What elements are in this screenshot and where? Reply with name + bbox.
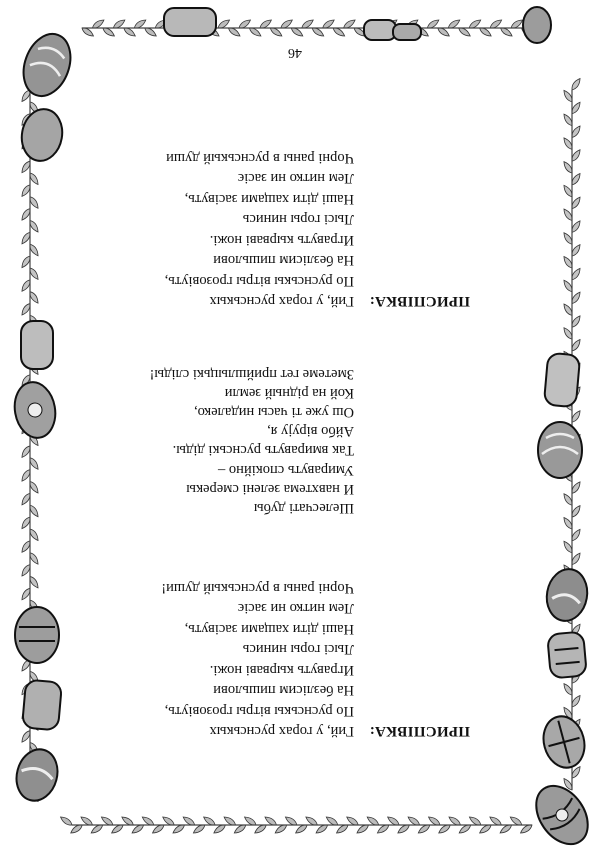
pysanka-egg-icon [15, 607, 59, 663]
leaf-garland-top [59, 815, 533, 835]
pysanka-egg-icon [538, 712, 590, 773]
refrain-line: По руснськы вітры грозовіуть, [164, 703, 354, 719]
refrain-line: По руснськы вітры грозовіуть, [164, 273, 354, 289]
refrain-line: Наші діти хащами засівуть, [184, 621, 354, 637]
pysanka-egg-icon [10, 379, 59, 441]
refrain-2-first-line: Гий, у горах руснськых [209, 293, 354, 309]
pysanka-egg-icon [543, 566, 591, 624]
stanza-line: Айбо вірују я, [267, 423, 354, 440]
leaf-icon [570, 77, 582, 91]
stanza-line: Так вмиравуть руснські діды. [172, 442, 354, 459]
stanza-line: Умиравуть спокійно – [218, 461, 354, 478]
refrain-line: На безлісим пишьлови [213, 682, 354, 699]
refrain-line: Наші діти хащами засівуть, [184, 191, 354, 207]
refrain-line: Игравуть кырваві ножі. [209, 232, 354, 248]
refrain-line: Лем нитко ни засіє [237, 170, 354, 187]
stanza-line: Кой на рідный земли [224, 384, 354, 401]
stanza-line: И навхтема зелені смерекы [186, 480, 354, 497]
refrain-line: Лысі горы нинись [242, 641, 354, 658]
pysanka-egg-icon [547, 632, 587, 679]
refrain-line: Игравуть кырваві ножі. [209, 662, 354, 678]
pysanka-egg-icon [364, 20, 396, 40]
pysanka-egg-icon [15, 27, 78, 102]
pysanka-egg-icon [538, 422, 582, 478]
refrain-line: Чорні раны в руснськый души! [161, 580, 354, 596]
pysanka-egg-icon [526, 776, 599, 850]
stanza-line: Шелесчаті дубы [253, 500, 354, 516]
page-number: 46 [288, 45, 302, 60]
refrain-line: Чорні раны в руснськый души [166, 150, 354, 166]
refrain-heading-1: ПРИСПІВКА: [369, 723, 470, 739]
pysanka-egg-icon [544, 353, 580, 408]
leaf-icon [59, 815, 73, 827]
pysanka-egg-icon [21, 321, 53, 369]
pysanka-egg-icon [11, 745, 63, 806]
refrain-1-first-line: Гий, у горах руснськых [209, 723, 354, 739]
refrain-heading-2: ПРИСПІВКА: [369, 293, 470, 309]
stanza-line: Ош уже ті часы нидалеко, [193, 404, 354, 420]
refrain-line: Лысі горы нинись [242, 211, 354, 228]
refrain-line: Лем нитко ни засіє [237, 600, 354, 617]
leaf-garland-bottom [81, 18, 545, 38]
pysanka-egg-icon [523, 7, 551, 43]
pysanka-egg-icon [18, 106, 66, 164]
stanza-line: Зметеме гет прийшлыцькі сліды! [149, 365, 354, 382]
pysanka-egg-icon [164, 8, 216, 36]
refrain-line: На безлісим пишьлови [213, 252, 354, 269]
pysanka-egg-icon [393, 24, 421, 40]
pysanka-egg-icon [22, 680, 62, 731]
